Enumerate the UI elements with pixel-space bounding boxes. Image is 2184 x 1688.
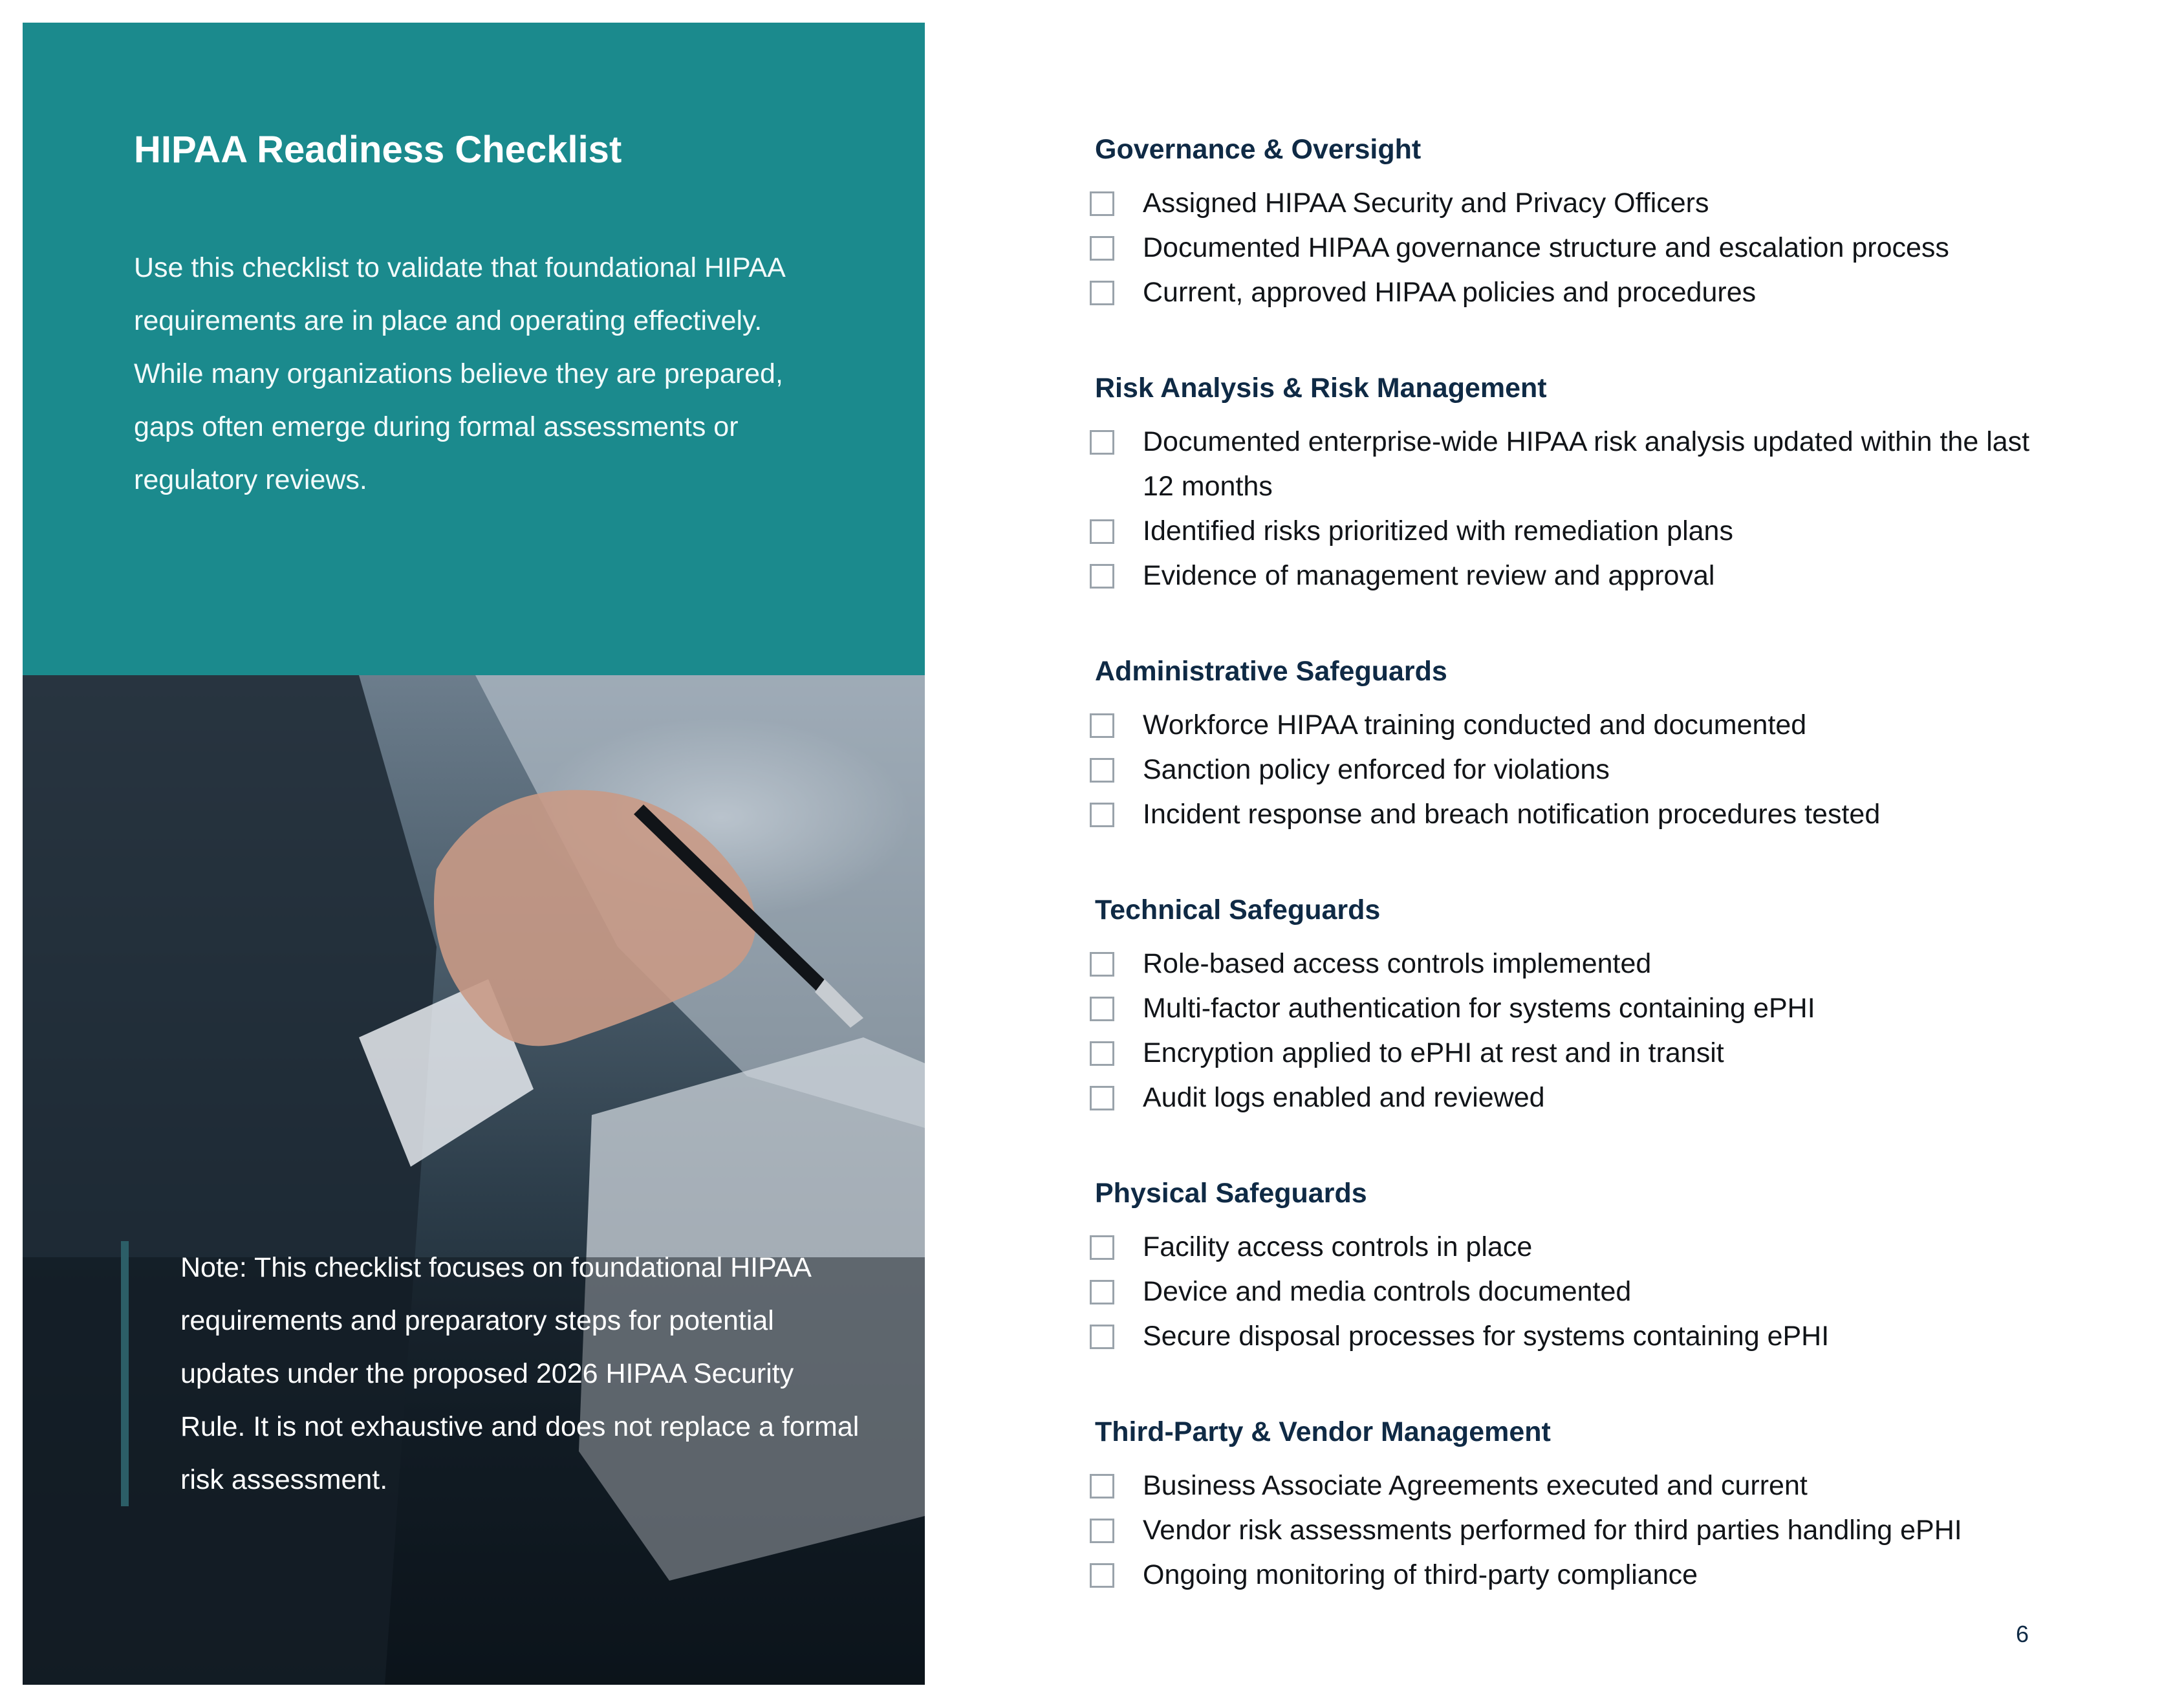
checklist-item [1090,942,2073,986]
section-administrative [1090,649,2073,837]
item-label: Secure disposal processes for systems containing ePHI [1143,1321,1830,1352]
item-label: Documented HIPAA governance structure and escalation process [1143,232,1949,263]
section-risk-analysis [1090,365,2073,598]
checkbox[interactable] [1090,1325,1114,1349]
section-title: Risk Analysis & Risk Management [1095,373,1547,404]
item-label: Ongoing monitoring of third-party compliance [1143,1559,1698,1590]
item-label: Vendor risk assessments performed for third parties handling ePHI [1143,1515,1962,1546]
intro-text: Use this checklist to validate that foundational HIPAA requirements are in place and operating effectively. While many organizations believe they are prepared, gaps often emerge during formal assessments or regulatory reviews. [134,252,784,495]
checkbox[interactable] [1090,1563,1114,1588]
checklist-item [1090,554,2073,598]
checklist-item [1090,1314,2073,1359]
section-governance [1090,127,2073,315]
item-label: Workforce HIPAA training conducted and documented [1143,709,1807,741]
item-label: Current, approved HIPAA policies and procedures [1143,277,1757,308]
checkbox[interactable] [1090,236,1114,261]
checkbox[interactable] [1090,713,1114,738]
checkbox[interactable] [1090,191,1114,216]
checkbox[interactable] [1090,1280,1114,1304]
section-title: Technical Safeguards [1095,894,1381,925]
checklist-item [1090,181,2073,226]
checkbox[interactable] [1090,758,1114,783]
checklist-item [1090,1031,2073,1076]
item-label: Incident response and breach notification procedures tested [1143,799,1881,830]
checklist-item [1090,1553,2073,1597]
checkbox[interactable] [1090,803,1114,827]
checkbox[interactable] [1090,1086,1114,1110]
checklist-item [1090,1225,2073,1270]
checkbox[interactable] [1090,1519,1114,1543]
checkbox[interactable] [1090,281,1114,305]
checklist-item [1090,1076,2073,1120]
checklist-item [1090,1270,2073,1314]
section-title: Administrative Safeguards [1095,656,1447,687]
checkbox[interactable] [1090,564,1114,589]
section-title: Physical Safeguards [1095,1178,1367,1209]
checklist-item [1090,509,2073,554]
checkbox[interactable] [1090,952,1114,977]
checklist-item [1090,226,2073,270]
note-text: Note: This checklist focuses on foundational HIPAA requirements and preparatory steps for potential updates under the proposed 2026 HIPAA Security Rule. It is not exhaustive and does not replace a formal risk assessment. [180,1252,860,1495]
checkbox[interactable] [1090,1474,1114,1499]
item-label: Sanction policy enforced for violations [1143,754,1610,785]
checklist [1090,127,2073,1648]
item-label: Business Associate Agreements executed and current [1143,1470,1808,1501]
item-label: Encryption applied to ePHI at rest and in transit [1143,1037,1724,1068]
section-technical [1090,887,2073,1120]
photo-illustration [23,675,925,1685]
item-label: Device and media controls documented [1143,1276,1632,1307]
hand-with-pen-and-tablet-photo [23,675,925,1685]
checkbox[interactable] [1090,519,1114,544]
checklist-item [1090,748,2073,792]
intro-panel [23,23,925,675]
checkbox[interactable] [1090,1235,1114,1260]
note-callout [121,1241,860,1506]
checklist-item [1090,420,2073,509]
section-title: Third-Party & Vendor Management [1095,1416,1551,1447]
item-label: Audit logs enabled and reviewed [1143,1082,1545,1113]
section-title: Governance & Oversight [1095,134,1422,165]
checklist-item [1090,703,2073,748]
item-label: Identified risks prioritized with remediation plans [1143,515,1733,546]
checkbox[interactable] [1090,997,1114,1021]
checklist-item [1090,986,2073,1031]
page-number: 6 [2016,1621,2029,1647]
section-physical [1090,1171,2073,1359]
item-label: Assigned HIPAA Security and Privacy Officers [1143,188,1709,219]
checklist-item [1090,1508,2073,1553]
checkbox[interactable] [1090,430,1114,455]
checklist-item [1090,792,2073,837]
item-label: Evidence of management review and approval [1143,560,1715,591]
item-label: Facility access controls in place [1143,1231,1533,1262]
page-title: HIPAA Readiness Checklist [134,129,622,171]
checkbox[interactable] [1090,1041,1114,1066]
item-label: Documented enterprise-wide HIPAA risk analysis updated within the last 12 months [1143,426,2030,502]
item-label: Multi-factor authentication for systems containing ePHI [1143,993,1815,1024]
checklist-item [1090,1464,2073,1508]
checklist-item [1090,270,2073,315]
section-vendor-management [1090,1409,2073,1597]
left-column [23,23,925,1685]
item-label: Role-based access controls implemented [1143,948,1652,979]
